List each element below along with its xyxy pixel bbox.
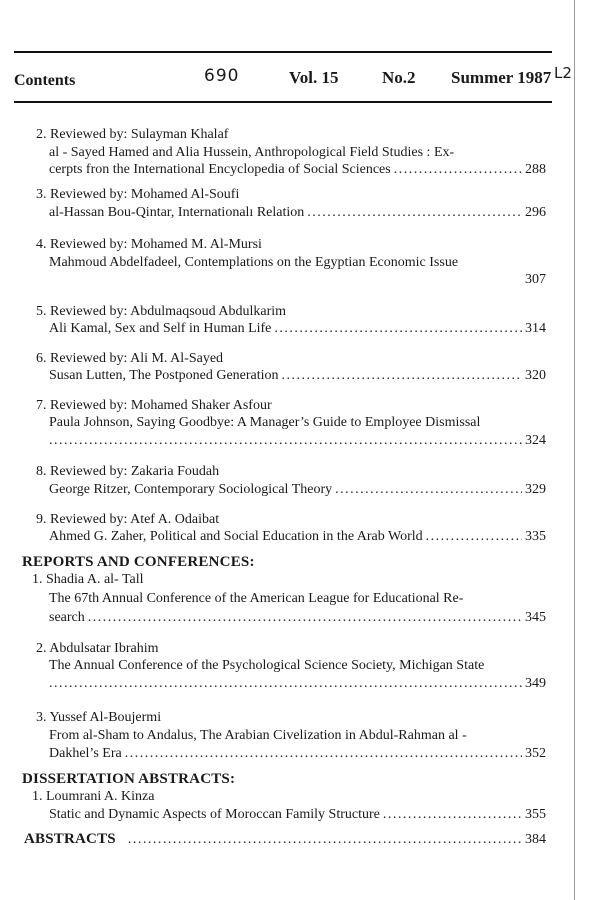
review-title-cont: cerpts fron the International Encyclopedia of Social Sciences: [49, 162, 391, 177]
page-number: 329: [525, 482, 546, 497]
report-label: 2. Abdulsatar Ibrahim: [36, 641, 159, 656]
leader-dots: [282, 367, 522, 384]
page-number: 352: [525, 746, 546, 761]
volume-label: Vol. 15: [289, 68, 339, 87]
leader-dots: [335, 481, 522, 498]
review-title: Mahmoud Abdelfadeel, Contemplations on the Egyptian Economic Issue: [49, 255, 459, 270]
review-label: 4. Reviewed by: Mohamed M. Al-Mursi: [36, 237, 262, 252]
page-number: 355: [525, 807, 546, 822]
review-label: 2. Reviewed by: Sulayman Khalaf: [36, 127, 229, 142]
leader-dots: [49, 675, 522, 692]
issue-season: Summer 1987: [451, 68, 552, 87]
leader-dots: [274, 320, 522, 337]
abstracts-line: [24, 831, 546, 848]
page-number: 324: [525, 433, 546, 448]
leader-dots: [383, 806, 522, 823]
review-title-line: [49, 528, 546, 545]
report-label: 1. Shadia A. al- Tall: [32, 572, 144, 587]
dissertations-heading: DISSERTATION ABSTRACTS:: [22, 771, 236, 787]
report-title: The 67th Annual Conference of the American League for Educational Re-: [49, 591, 464, 606]
page-number: 296: [525, 205, 546, 220]
report-title-line: [49, 745, 546, 762]
report-title-cont: Dakhel’s Era: [49, 746, 122, 761]
review-label: 5. Reviewed by: Abdulmaqsoud Abdulkarim: [36, 304, 287, 319]
abstracts-heading: ABSTRACTS: [24, 831, 116, 847]
leader-dots: [394, 161, 522, 178]
review-title: Susan Lutten, The Postponed Generation: [49, 368, 279, 383]
leader-dots: [128, 831, 522, 848]
page-number: 349: [525, 676, 546, 691]
review-title: Paula Johnson, Saying Goodbye: A Manager’s Guide to Employee Dismissal: [49, 415, 481, 430]
page-number: 314: [525, 321, 546, 336]
handwritten-number: 690: [204, 66, 240, 86]
review-title: al-Hassan Bou-Qintar, Internationalı Relation: [49, 205, 305, 220]
reports-heading: REPORTS AND CONFERENCES:: [22, 554, 255, 570]
page-number: 335: [525, 529, 546, 544]
report-title-cont: search: [49, 610, 85, 625]
page-number: 384: [525, 832, 546, 847]
review-title-line: [49, 204, 546, 221]
review-label: 7. Reviewed by: Mohamed Shaker Asfour: [36, 398, 272, 413]
dissertation-title: Static and Dynamic Aspects of Moroccan Family Structure: [49, 807, 380, 822]
leader-dots: [426, 528, 522, 545]
leader-dots: [307, 204, 522, 221]
review-title: George Ritzer, Contemporary Sociological Theory: [49, 482, 333, 497]
review-title-line: [49, 367, 546, 384]
review-label: 9. Reviewed by: Atef A. Odaibat: [36, 512, 220, 527]
report-title: The Annual Conference of the Psychological Science Society, Michigan State: [49, 658, 485, 673]
report-title-line: [49, 609, 546, 626]
leader-dots: [125, 745, 522, 762]
review-label: 8. Reviewed by: Zakaria Foudah: [36, 464, 220, 479]
page-number: 307: [525, 272, 546, 287]
review-title-line: [49, 481, 546, 498]
dissertation-label: 1. Loumrani A. Kinza: [32, 789, 155, 804]
handwritten-mark: L2: [554, 64, 572, 82]
report-label: 3. Yussef Al-Boujermi: [36, 710, 162, 725]
review-title: Ahmed G. Zaher, Political and Social Education in the Arab World: [49, 529, 423, 544]
review-label: 3. Reviewed by: Mohamed Al-Soufi: [36, 187, 240, 202]
report-title: From al-Sham to Andalus, The Arabian Civelization in Abdul-Rahman al -: [49, 728, 467, 743]
issue-number: No.2: [382, 68, 416, 87]
dissertation-title-line: [49, 806, 546, 823]
leader-dots: [88, 609, 522, 626]
page-number: 345: [525, 610, 546, 625]
review-title-line: [49, 320, 546, 337]
leader-dots: [49, 432, 522, 449]
page-number: 320: [525, 368, 546, 383]
page-number: 288: [525, 162, 546, 177]
contents-title: Contents: [14, 72, 76, 89]
review-title-line: [49, 161, 546, 178]
review-label: 6. Reviewed by: Ali M. Al-Sayed: [36, 351, 224, 366]
review-title-line: [49, 432, 546, 449]
review-title: Ali Kamal, Sex and Self in Human Life: [49, 321, 272, 336]
report-title-line: [49, 675, 546, 692]
review-title: al - Sayed Hamed and Alia Hussein, Anthropological Field Studies : Ex-: [49, 145, 455, 160]
